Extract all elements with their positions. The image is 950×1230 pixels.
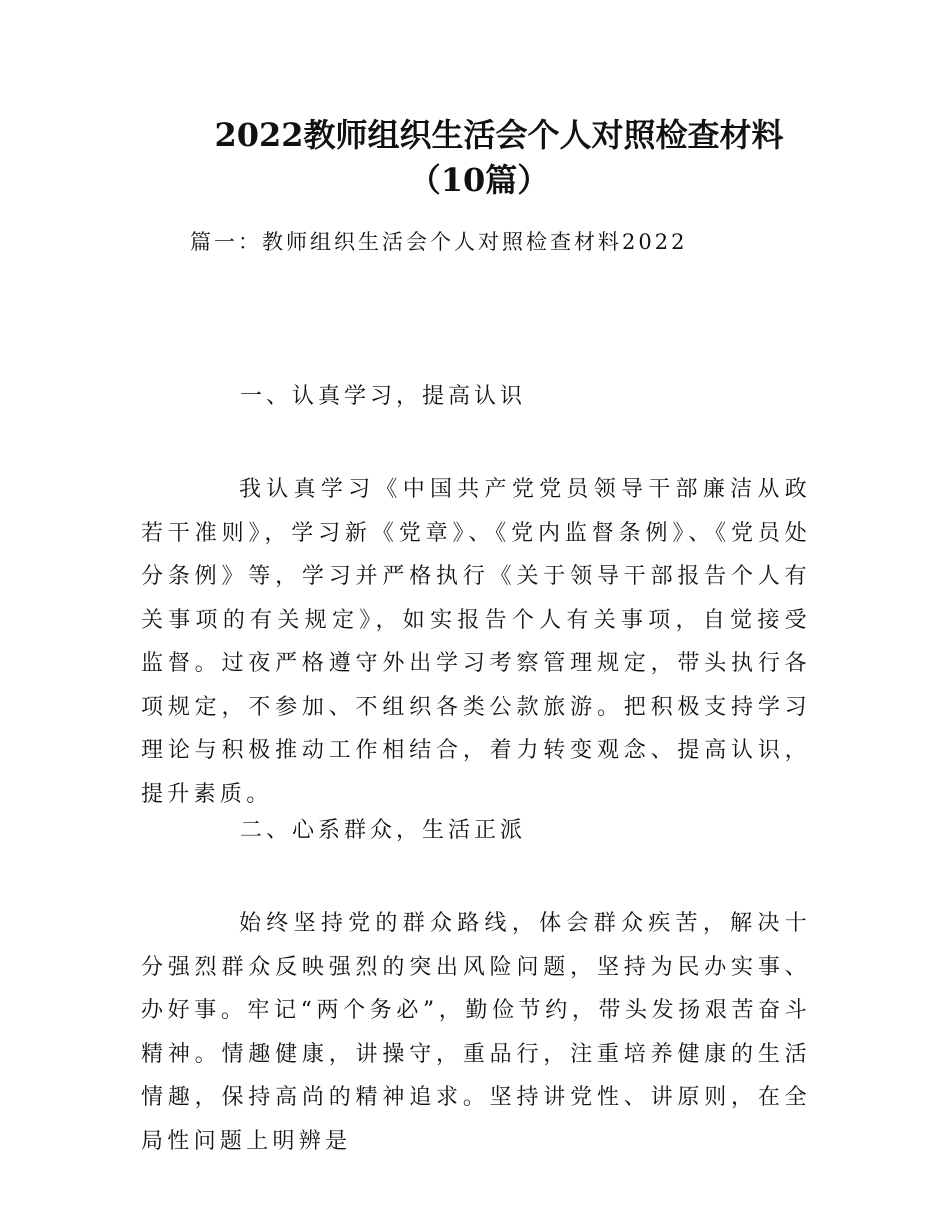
section-paragraph-2: 始终坚持党的群众路线，体会群众疾苦，解决十分强烈群众反映强烈的突出风险问题，坚持为民办实事、办好事。牢记“两个务必”，勤俭节约，带头发扬艰苦奋斗精神。情趣健康，讲操守，重品行，注重培养健康的生活情趣，保持高尚的精神追求。坚持讲党性、讲原则，在全局性问题上明辨是 xyxy=(141,911,811,1154)
section-heading-2: 二、心系群众，生活正派 xyxy=(240,818,527,843)
document-subtitle: 篇一：教师组织生活会个人对照检查材料2022 xyxy=(190,230,688,254)
section-heading-1: 一、认真学习，提高认识 xyxy=(240,384,527,409)
document-title-line-1: 2022教师组织生活会个人对照检查材料 xyxy=(214,116,784,154)
document-title-line-2: （10篇） xyxy=(408,161,550,199)
section-paragraph-1: 我认真学习《中国共产党党员领导干部廉洁从政若干准则》，学习新《党章》、《党内监督条例》、《党员处分条例》等，学习并严格执行《关于领导干部报告个人有关事项的有关规定》，如实报告个人有关事项，自觉接受监督。过夜严格遵守外出学习考察管理规定，带头执行各项规定，不参加、不组织各类公款旅游。把积极支持学习理论与积极推动工作相结合，着力转变观念、提高认识，提升素质。 xyxy=(141,477,811,807)
